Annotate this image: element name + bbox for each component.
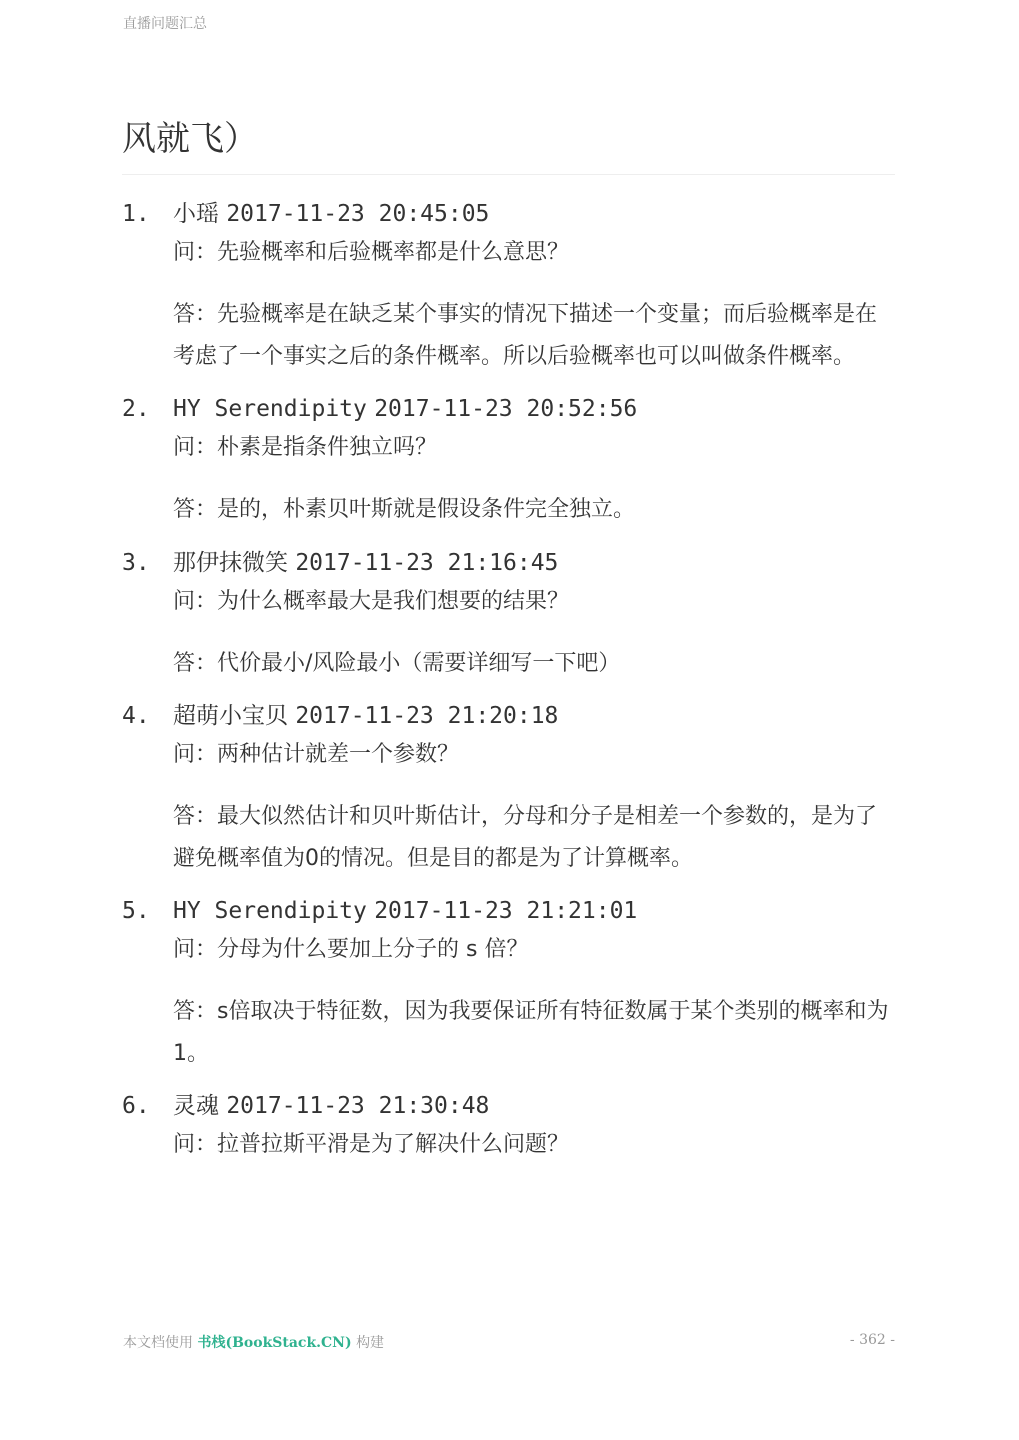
footer-credit (123, 1332, 384, 1352)
author-name: 灵魂 (173, 1093, 219, 1119)
qa-item-2 (122, 391, 895, 531)
qa-item-1 (122, 196, 895, 377)
timestamp: 2017-11-23 20:45:05 (226, 201, 490, 227)
qa-item-4 (122, 698, 895, 879)
item-number: 1. (122, 201, 150, 227)
item-number: 3. (122, 549, 150, 576)
page-number: - 362 - (849, 1332, 895, 1348)
item-number: 5. (122, 898, 150, 924)
qa-item-5 (122, 893, 895, 1074)
qa-list (122, 196, 895, 1186)
running-header: 直播问题汇总 (123, 16, 207, 32)
author-name: 小瑶 (173, 201, 219, 227)
answer-text: 答：代价最小/风险最小（需要详细写一下吧） (173, 650, 621, 676)
question-text: 问：先验概率和后验概率都是什么意思？ (173, 240, 570, 265)
author-name: 超萌小宝贝 (173, 703, 288, 729)
item-number: 4. (122, 703, 150, 729)
title-divider (122, 174, 895, 175)
qa-item-3 (122, 545, 895, 685)
item-meta (173, 545, 895, 581)
question-text: 问：拉普拉斯平滑是为了解决什么问题？ (173, 1132, 570, 1157)
timestamp: 2017-11-23 21:16:45 (295, 549, 559, 576)
question-text: 问：两种估计就差一个参数？ (173, 742, 460, 767)
item-meta (173, 391, 895, 427)
timestamp: 2017-11-23 21:20:18 (295, 703, 559, 729)
author-name: HY Serendipity (173, 898, 367, 924)
bookstack-link[interactable]: 书栈(BookStack.CN) (197, 1335, 352, 1351)
question-text: 问：为什么概率最大是我们想要的结果？ (173, 588, 570, 614)
question-text: 问：分母为什么要加上分子的 s 倍？ (173, 937, 529, 962)
item-number: 2. (122, 396, 150, 422)
answer-text: 答：最大似然估计和贝叶斯估计，分母和分子是相差一个参数的，是为了避免概率值为0的情况。但是目的都是为了计算概率。 (173, 804, 878, 871)
footer-prefix: 本文档使用 (123, 1335, 193, 1351)
answer-text: 答：是的，朴素贝叶斯就是假设条件完全独立。 (173, 497, 636, 522)
answer-text: 答：先验概率是在缺乏某个事实的情况下描述一个变量；而后验概率是在考虑了一个事实之后的条件概率。所以后验概率也可以叫做条件概率。 (173, 302, 878, 369)
item-number: 6. (122, 1093, 150, 1119)
qa-item-6 (122, 1088, 895, 1166)
answer-text: 答：s倍取决于特征数，因为我要保证所有特征数属于某个类别的概率和为1。 (173, 999, 889, 1066)
section-title: 风就飞） (122, 119, 258, 159)
timestamp: 2017-11-23 21:30:48 (226, 1093, 490, 1119)
footer-suffix: 构建 (356, 1335, 385, 1351)
item-meta (173, 893, 895, 929)
item-meta (173, 196, 895, 232)
question-text: 问：朴素是指条件独立吗？ (173, 435, 438, 460)
item-meta (173, 698, 895, 734)
timestamp: 2017-11-23 21:21:01 (374, 898, 638, 924)
item-meta (173, 1088, 895, 1124)
timestamp: 2017-11-23 20:52:56 (374, 396, 638, 422)
author-name: HY Serendipity (173, 396, 367, 422)
author-name: 那伊抹微笑 (173, 549, 288, 576)
